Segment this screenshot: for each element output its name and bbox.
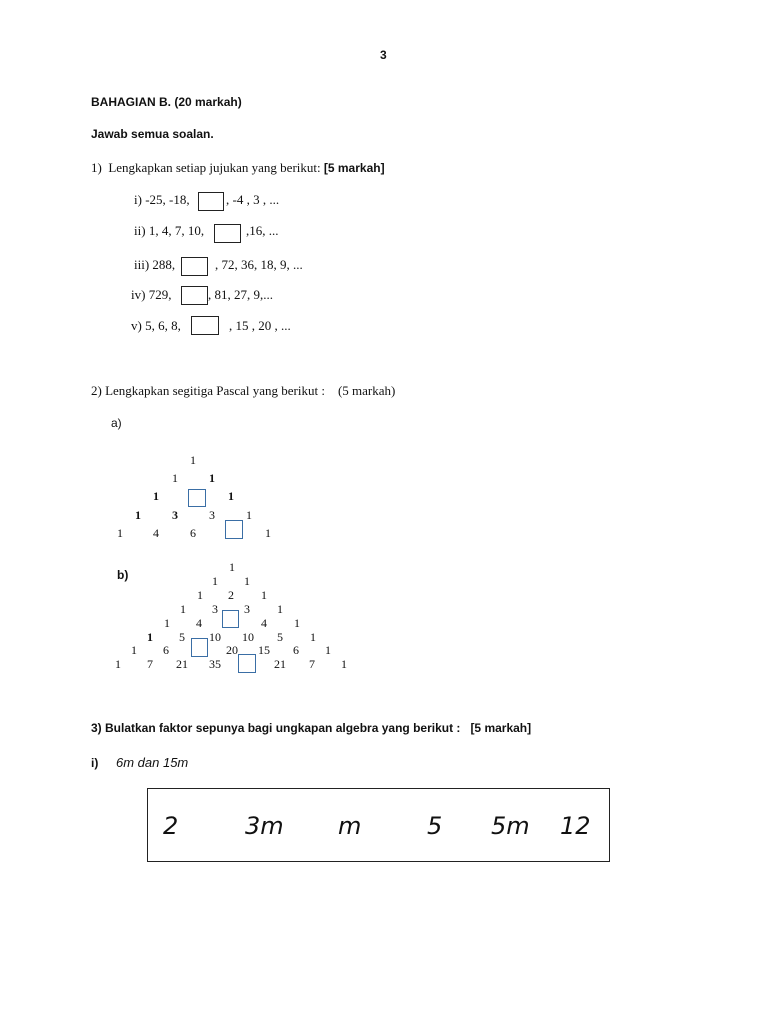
section-title: BAHAGIAN B. (20 markah) [91, 95, 242, 109]
pascal-b-cell: 6 [293, 643, 299, 657]
pascal-b-answer-box-2[interactable] [191, 638, 208, 657]
q2-part-b-label: b) [117, 568, 129, 582]
q2-part-a-label: a) [111, 416, 122, 430]
q1-item-before: 1, 4, 7, 10, [148, 223, 205, 238]
q1-item-before: 729, [148, 287, 172, 302]
pascal-b-cell: 1 [164, 616, 170, 630]
pascal-b-cell: 1 [180, 602, 186, 616]
pascal-a-cell: 1 [117, 526, 123, 540]
page-number: 3 [380, 48, 387, 62]
q1-item-iv-after: , 81, 27, 9,... [208, 287, 273, 302]
q3-text: 3) Bulatkan faktor sepunya bagi ungkapan algebra yang berikut : [91, 721, 461, 735]
pascal-a-cell: 6 [190, 526, 196, 540]
pascal-b-cell: 7 [309, 657, 315, 671]
pascal-b-answer-box-3[interactable] [238, 654, 256, 673]
q1-item-iv [131, 287, 171, 303]
q1-heading [91, 160, 385, 176]
q1-item-ii-after: ,16, ... [246, 223, 279, 238]
q3-sub-label: i) [91, 756, 99, 770]
pascal-b-cell: 3 [212, 602, 218, 616]
pascal-b-cell: 1 [341, 657, 347, 671]
section-instruction: Jawab semua soalan. [91, 127, 214, 141]
pascal-a-cell: 3 [172, 508, 178, 522]
pascal-b-cell: 1 [212, 574, 218, 588]
pascal-b-cell: 3 [244, 602, 250, 616]
q1-answer-box-v[interactable] [191, 316, 219, 335]
pascal-a-cell: 3 [209, 508, 215, 522]
q1-answer-box-i[interactable] [198, 192, 224, 211]
pascal-b-cell: 1 [115, 657, 121, 671]
q1-item-label: iv) [131, 287, 146, 302]
q1-item-before: 5, 6, 8, [145, 318, 181, 333]
q1-item-v-after: , 15 , 20 , ... [229, 318, 291, 333]
q1-item-before: -25, -18, [145, 192, 190, 207]
q2-marks: (5 markah) [337, 383, 396, 398]
q1-item-label: ii) [134, 223, 146, 238]
q3-heading [91, 721, 531, 735]
pascal-b-cell: 35 [209, 657, 221, 671]
q3-option[interactable]: 2 [163, 812, 179, 840]
pascal-a-cell: 4 [153, 526, 159, 540]
q3-sub-text: 6m dan 15m [116, 755, 189, 770]
pascal-b-cell: 4 [261, 616, 267, 630]
pascal-b-cell: 21 [274, 657, 286, 671]
pascal-b-cell: 1 [277, 602, 283, 616]
q2-text: 2) Lengkapkan segitiga Pascal yang berikut : [91, 383, 325, 398]
pascal-a-cell: 1 [153, 489, 159, 503]
pascal-a-cell: 1 [265, 526, 271, 540]
pascal-b-cell: 4 [196, 616, 202, 630]
pascal-b-cell: 20 [226, 643, 238, 657]
q1-item-before: 288, [152, 257, 176, 272]
pascal-b-cell: 21 [176, 657, 188, 671]
q1-item-i-after: , -4 , 3 , ... [226, 192, 280, 207]
pascal-a-answer-box-1[interactable] [188, 489, 206, 507]
pascal-b-cell: 1 [131, 643, 137, 657]
q3-option[interactable]: 5 [427, 812, 443, 840]
q1-item-label: v) [131, 318, 142, 333]
pascal-b-cell: 5 [179, 630, 185, 644]
pascal-b-answer-box-1[interactable] [222, 610, 239, 628]
q1-item-v [131, 318, 181, 334]
q1-item-i [134, 192, 190, 208]
q3-option[interactable]: 3m [245, 812, 284, 840]
pascal-b-cell: 2 [228, 588, 234, 602]
pascal-b-cell: 7 [147, 657, 153, 671]
pascal-a-cell: 1 [228, 489, 234, 503]
q1-item-iii-after: , 72, 36, 18, 9, ... [215, 257, 303, 272]
pascal-b-cell: 1 [197, 588, 203, 602]
q1-item-iii [134, 257, 175, 273]
q1-marks: [5 markah] [323, 161, 385, 175]
q3-option[interactable]: m [338, 812, 362, 840]
pascal-b-cell: 1 [229, 560, 235, 574]
pascal-b-cell: 5 [277, 630, 283, 644]
pascal-b-cell: 1 [294, 616, 300, 630]
pascal-a-cell: 1 [246, 508, 252, 522]
q3-option[interactable]: 12 [560, 812, 591, 840]
q1-answer-box-ii[interactable] [214, 224, 241, 243]
q1-answer-box-iv[interactable] [181, 286, 208, 305]
q3-options-box [147, 788, 610, 862]
pascal-a-cell: 1 [172, 471, 178, 485]
pascal-b-cell: 10 [209, 630, 221, 644]
pascal-a-cell: 1 [209, 471, 215, 485]
pascal-a-cell: 1 [190, 453, 196, 467]
pascal-b-cell: 1 [244, 574, 250, 588]
q1-item-label: iii) [134, 257, 150, 272]
pascal-a-cell: 1 [135, 508, 141, 522]
q2-heading [91, 383, 395, 399]
pascal-b-cell: 1 [310, 630, 316, 644]
q3-marks: [5 markah] [470, 721, 532, 735]
q1-text: Lengkapkan setiap jujukan yang berikut: [108, 160, 321, 175]
pascal-b-cell: 1 [261, 588, 267, 602]
pascal-b-cell: 1 [147, 630, 153, 644]
pascal-b-cell: 10 [242, 630, 254, 644]
pascal-b-cell: 6 [163, 643, 169, 657]
q1-number: 1) [91, 160, 102, 175]
pascal-b-cell: 1 [325, 643, 331, 657]
pascal-b-cell: 15 [258, 643, 270, 657]
q1-item-label: i) [134, 192, 142, 207]
q1-item-ii [134, 223, 204, 239]
q1-answer-box-iii[interactable] [181, 257, 208, 276]
q3-option[interactable]: 5m [491, 812, 530, 840]
pascal-a-answer-box-2[interactable] [225, 520, 243, 539]
